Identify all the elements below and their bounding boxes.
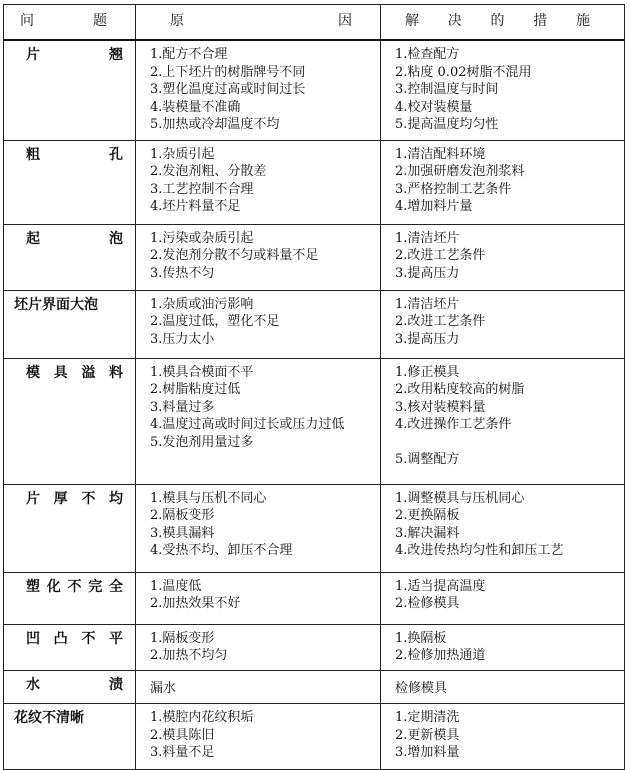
solution-item: 1.清洁配料环境 xyxy=(395,146,486,162)
problem-char: 具 xyxy=(53,364,68,381)
problem-cell xyxy=(4,572,136,624)
cause-item: 1.杂质或油污影响 xyxy=(150,296,254,312)
cause-item: 5.发泡剂用量过多 xyxy=(150,434,254,450)
solution-item: 3.控制温度与时间 xyxy=(395,82,499,97)
cause-item: 2.树脂粘度过低 xyxy=(150,382,241,397)
cause-item: 3.传热不匀 xyxy=(150,265,215,281)
cause-item: 2.加热不均匀 xyxy=(150,648,228,663)
table-row xyxy=(4,572,625,624)
problem-label: 坯片界面大泡 xyxy=(14,296,98,313)
cause-item: 1.配方不合理 xyxy=(150,47,228,62)
problem-char: 凹 xyxy=(26,630,40,647)
table-row xyxy=(4,290,625,358)
cause-item: 1.污染或杂质引起 xyxy=(150,230,254,246)
problem-cell xyxy=(4,484,136,572)
solution-item: 2.更新模具 xyxy=(395,727,460,743)
problem-char: 化 xyxy=(46,578,61,595)
problem-char: 不 xyxy=(67,578,82,595)
solution-item: 3.提高压力 xyxy=(395,331,460,347)
cause-item: 4.坯片料量不足 xyxy=(150,199,241,214)
cause-cell xyxy=(136,40,381,140)
problem-label xyxy=(26,579,123,597)
problem-char: 起 xyxy=(26,230,40,247)
table-row xyxy=(4,224,625,290)
problem-char: 泡 xyxy=(109,230,123,247)
cause-item: 3.料量不足 xyxy=(150,745,215,760)
problem-char: 模 xyxy=(26,364,40,381)
solution-item: 检修模具 xyxy=(395,680,448,696)
problem-label xyxy=(26,147,123,165)
cause-item: 2.上下坯片的树脂牌号不同 xyxy=(150,64,306,80)
problem-char: 粗 xyxy=(26,146,40,163)
table-row xyxy=(4,670,625,704)
solution-item: 5.提高温度均匀性 xyxy=(395,117,499,132)
cause-cell xyxy=(136,358,381,484)
solution-item: 4.改进传热均匀性和卸压工艺 xyxy=(395,543,564,558)
cause-item: 2.发泡剂粗、分散差 xyxy=(150,164,267,179)
solution-item: 2.检修模具 xyxy=(395,596,460,611)
solution-item: 1.清洁坯片 xyxy=(395,296,460,312)
problem-char: 平 xyxy=(108,630,123,647)
cause-item: 3.压力太小 xyxy=(150,331,215,347)
problem-cell xyxy=(4,140,136,224)
problem-char: 完 xyxy=(88,578,103,595)
solution-item: 3.提高压力 xyxy=(395,265,460,281)
problem-label xyxy=(26,631,123,649)
cause-item: 2.隔板变形 xyxy=(150,508,215,523)
cause-item: 2.加热效果不好 xyxy=(150,596,241,611)
problem-char: 片 xyxy=(26,490,40,507)
solution-item: 4.校对装模量 xyxy=(395,99,473,115)
cause-cell xyxy=(136,224,381,290)
problem-cell xyxy=(4,704,136,770)
problem-char: 凸 xyxy=(53,630,68,647)
cause-item: 1.模具与压机不同心 xyxy=(150,490,267,506)
solution-item: 3.增加料量 xyxy=(395,745,460,760)
solution-item: 2.改进工艺条件 xyxy=(395,248,486,263)
cause-item: 4.受热不均、卸压不合理 xyxy=(150,543,293,558)
problem-label xyxy=(26,677,123,695)
problem-char: 均 xyxy=(108,490,123,507)
problem-cell xyxy=(4,670,136,704)
problem-char: 塑 xyxy=(26,578,40,595)
problem-label: 花纹不清晰 xyxy=(14,710,84,726)
problem-char: 翘 xyxy=(109,47,123,63)
table-row xyxy=(4,624,625,670)
problem-cell xyxy=(4,624,136,670)
solution-cell xyxy=(381,670,625,704)
solution-cell xyxy=(381,572,625,624)
solution-cell xyxy=(381,624,625,670)
solution-cell xyxy=(381,140,625,224)
cause-item: 1.模具合模面不平 xyxy=(150,364,254,380)
cause-cell xyxy=(136,290,381,358)
solution-item: 1.换隔板 xyxy=(395,630,447,646)
solution-item: 2.更换隔板 xyxy=(395,508,460,523)
problem-char: 水 xyxy=(26,676,40,693)
cause-cell xyxy=(136,704,381,770)
header-solution: 解 决 的 措 施 xyxy=(381,5,625,41)
solution-cell xyxy=(381,358,625,484)
solution-item: 1.定期清洗 xyxy=(395,710,460,725)
problem-char: 不 xyxy=(81,490,96,507)
solution-cell xyxy=(381,290,625,358)
solution-item: 1.检查配方 xyxy=(395,47,460,62)
solution-item: 2.改用粘度较高的树脂 xyxy=(395,382,525,397)
cause-item: 1.温度低 xyxy=(150,578,202,594)
cause-item: 3.料量过多 xyxy=(150,399,215,415)
table-row xyxy=(4,40,625,140)
problem-char: 厚 xyxy=(53,490,68,507)
header-row xyxy=(4,5,625,41)
solution-item: 2.改进工艺条件 xyxy=(395,314,486,329)
solution-cell xyxy=(381,40,625,140)
table-row xyxy=(4,704,625,770)
problem-char: 料 xyxy=(108,364,123,381)
table-row xyxy=(4,484,625,572)
solution-item: 2.粘度 0.02树脂不混用 xyxy=(395,64,532,80)
cause-item: 3.塑化温度过高或时间过长 xyxy=(150,82,306,97)
solution-item: 1.调整模具与压机同心 xyxy=(395,490,525,506)
problem-label xyxy=(26,47,123,65)
cause-cell xyxy=(136,670,381,704)
cause-item: 3.模具漏料 xyxy=(150,525,215,541)
solution-item: 4.增加料片量 xyxy=(395,199,473,214)
solution-item: 3.严格控制工艺条件 xyxy=(395,181,512,197)
cause-cell xyxy=(136,624,381,670)
cause-item: 1.杂质引起 xyxy=(150,146,215,162)
solution-item: 3.核对装模料量 xyxy=(395,399,486,415)
header-problem: 问 题 xyxy=(4,5,136,41)
cause-item: 2.发泡剂分散不匀或料量不足 xyxy=(150,248,319,263)
solution-cell xyxy=(381,484,625,572)
header-cause: 原 因 xyxy=(136,5,381,41)
cause-item: 4.温度过高或时间过长或压力过低 xyxy=(150,417,345,432)
table-row xyxy=(4,358,625,484)
problem-cell xyxy=(4,224,136,290)
defect-table xyxy=(3,4,625,770)
solution-cell xyxy=(381,224,625,290)
problem-cell xyxy=(4,290,136,358)
cause-item: 1.模腔内花纹积垢 xyxy=(150,710,254,725)
problem-char: 不 xyxy=(81,630,96,647)
solution-item: 3.解决漏料 xyxy=(395,525,460,541)
solution-item: 1.适当提高温度 xyxy=(395,578,486,594)
cause-cell xyxy=(136,140,381,224)
problem-char: 溢 xyxy=(81,364,96,381)
cause-cell xyxy=(136,484,381,572)
problem-cell xyxy=(4,40,136,140)
solution-item: 1.清洁坯片 xyxy=(395,230,460,246)
cause-item: 5.加热或冷却温度不均 xyxy=(150,117,280,132)
problem-char: 全 xyxy=(109,578,123,595)
problem-char: 渍 xyxy=(109,676,123,693)
solution-item: 1.修正模具 xyxy=(395,364,460,380)
solution-item xyxy=(395,434,618,452)
problem-label xyxy=(26,491,123,509)
problem-label xyxy=(26,365,123,383)
table-row xyxy=(4,140,625,224)
problem-char: 孔 xyxy=(109,146,123,163)
cause-item: 4.装模量不准确 xyxy=(150,99,241,115)
cause-cell xyxy=(136,572,381,624)
solution-item: 2.加强研磨发泡剂浆料 xyxy=(395,164,525,179)
cause-item: 1.隔板变形 xyxy=(150,630,215,646)
cause-item: 3.工艺控制不合理 xyxy=(150,181,254,197)
solution-item: 5.调整配方 xyxy=(395,452,460,467)
solution-item: 4.改进操作工艺条件 xyxy=(395,417,512,432)
cause-item: 2.温度过低，塑化不足 xyxy=(150,314,280,329)
solution-item: 2.检修加热通道 xyxy=(395,648,486,663)
cause-item: 漏水 xyxy=(150,680,177,696)
problem-char: 片 xyxy=(26,47,40,63)
solution-cell xyxy=(381,704,625,770)
problem-cell xyxy=(4,358,136,484)
cause-item: 2.模具陈旧 xyxy=(150,727,215,743)
problem-label xyxy=(26,231,123,249)
